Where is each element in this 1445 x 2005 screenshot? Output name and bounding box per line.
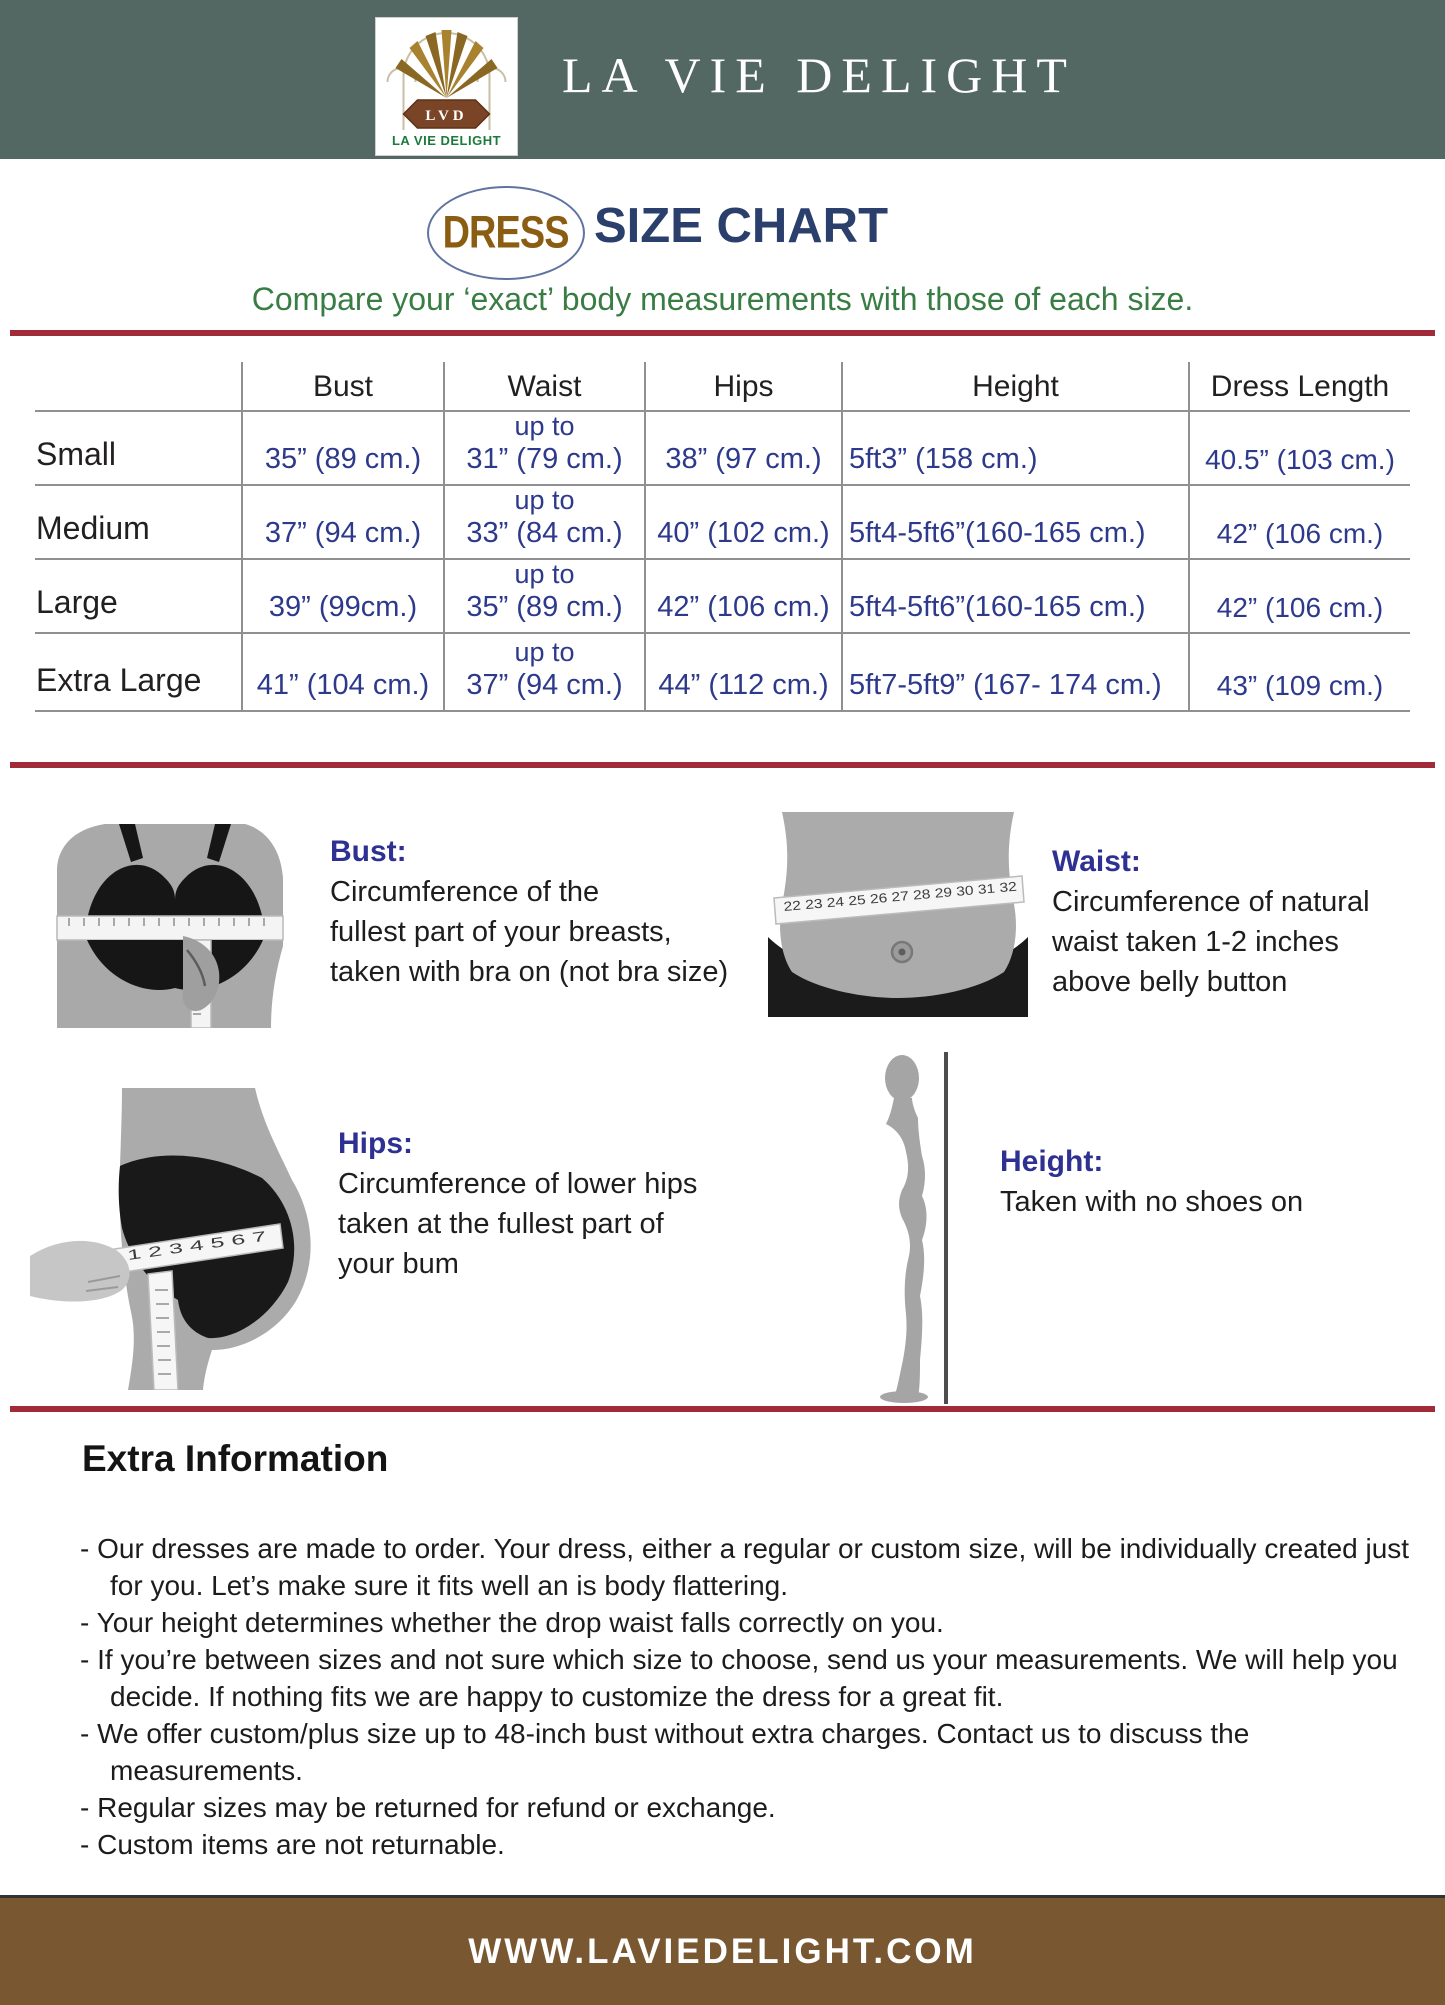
waist-value: 35” (89 cm.) — [466, 591, 623, 623]
brand-wordmark: LA VIE DELIGHT — [562, 47, 1076, 103]
dress-badge — [427, 186, 585, 280]
medium-height: 5ft4-5ft6”(160-165 cm.) — [843, 486, 1190, 560]
page-subtitle: Compare your ‘exact’ body measurements with those of each size. — [251, 281, 1194, 317]
guide-text: waist taken 1-2 inches — [1052, 926, 1339, 958]
col-header-waist: Waist — [445, 362, 646, 412]
corner-cell — [35, 362, 243, 412]
medium-waist — [445, 486, 646, 560]
extra-information-list — [80, 1530, 1425, 1863]
bust-guide — [330, 832, 728, 992]
brand-logo — [375, 17, 518, 156]
height-figure-illustration — [858, 1052, 958, 1404]
bust-label: Bust: — [330, 835, 407, 868]
small-waist — [445, 412, 646, 486]
info-bullet: - Regular sizes may be returned for refund or exchange. — [80, 1792, 776, 1823]
small-bust: 35” (89 cm.) — [243, 412, 445, 486]
extra-large-height: 5ft7-5ft9” (167- 174 cm.) — [843, 634, 1190, 712]
fan-icon — [396, 30, 498, 98]
extra-large-bust: 41” (104 cm.) — [243, 634, 445, 712]
row-label-medium: Medium — [35, 486, 243, 560]
col-header-dress-length: Dress Length — [1190, 362, 1410, 412]
guide-text: taken with bra on (not bra size) — [330, 956, 729, 988]
guide-text: Taken with no shoes on — [1000, 1186, 1304, 1218]
height-guide — [1000, 1142, 1303, 1222]
col-header-hips: Hips — [646, 362, 843, 412]
guide-text: Circumference of lower hips — [338, 1168, 698, 1200]
height-label: Height: — [1000, 1145, 1104, 1178]
waist-value: 31” (79 cm.) — [466, 443, 623, 475]
logo-monogram: LVD — [425, 108, 468, 124]
large-dress-length: 42” (106 cm.) — [1190, 560, 1410, 634]
medium-dress-length: 42” (106 cm.) — [1190, 486, 1410, 560]
logo-emblem-icon — [376, 18, 517, 136]
divider-line — [10, 762, 1435, 768]
large-hips: 42” (106 cm.) — [646, 560, 843, 634]
extra-large-hips: 44” (112 cm.) — [646, 634, 843, 712]
hips-tape-numbers: 1 2 3 4 5 6 7 — [126, 1236, 206, 1263]
guide-text: Circumference of the — [330, 876, 600, 908]
row-label-small: Small — [35, 412, 243, 486]
info-bullet: - Custom items are not returnable. — [80, 1829, 505, 1860]
waist-note: up to — [514, 411, 575, 441]
info-bullet: - If you’re between sizes and not sure which size to choose, send us your measurements. We will help you decide. If nothing fits we are happy to customize the dress for a great fit. — [80, 1644, 1398, 1712]
col-header-height: Height — [843, 362, 1190, 412]
medium-bust: 37” (94 cm.) — [243, 486, 445, 560]
waist-value: 37” (94 cm.) — [466, 669, 623, 701]
guide-text: taken at the fullest part of — [338, 1208, 664, 1240]
extra-information-heading: Extra Information — [82, 1438, 389, 1479]
size-table — [35, 362, 1410, 712]
small-dress-length: 40.5” (103 cm.) — [1190, 412, 1410, 486]
extra-large-dress-length: 43” (109 cm.) — [1190, 634, 1410, 712]
row-label-extra-large: Extra Large — [35, 634, 243, 712]
info-bullet: - Our dresses are made to order. Your dress, either a regular or custom size, will be individually created just for you. Let’s make sure it fits well an is body flattering. — [80, 1533, 1410, 1601]
waist-guide — [1052, 842, 1370, 1002]
waist-note: up to — [514, 559, 575, 589]
hips-label: Hips: — [338, 1127, 413, 1160]
guide-text: your bum — [338, 1248, 459, 1280]
waist-note: up to — [514, 485, 575, 515]
waist-tape-numbers: 22 23 24 25 26 27 28 29 30 31 32 — [782, 882, 979, 914]
divider-line — [10, 1406, 1435, 1412]
waist-value: 33” (84 cm.) — [466, 517, 623, 549]
info-bullet: - We offer custom/plus size up to 48-inch bust without extra charges. Contact us to discuss the measurements. — [80, 1718, 1250, 1786]
dress-badge-label: DRESS — [443, 207, 569, 258]
small-height: 5ft3” (158 cm.) — [843, 412, 1190, 486]
small-hips: 38” (97 cm.) — [646, 412, 843, 486]
waist-measure-illustration — [762, 812, 1034, 1017]
logo-name: LA VIE DELIGHT — [391, 133, 502, 148]
hips-guide — [338, 1124, 697, 1284]
header-banner — [0, 0, 1445, 159]
waist-label: Waist: — [1052, 845, 1141, 878]
website-url: WWW.LAVIEDELIGHT.COM — [468, 1931, 977, 1971]
bust-measure-illustration — [35, 816, 315, 1028]
large-waist — [445, 560, 646, 634]
row-label-large: Large — [35, 560, 243, 634]
large-height: 5ft4-5ft6”(160-165 cm.) — [843, 560, 1190, 634]
footer-bar — [0, 1895, 1445, 2005]
waist-note: up to — [514, 637, 575, 667]
extra-large-waist — [445, 634, 646, 712]
hips-measure-illustration — [30, 1088, 335, 1390]
guide-text: fullest part of your breasts, — [330, 916, 672, 948]
large-bust: 39” (99cm.) — [243, 560, 445, 634]
page-title: SIZE CHART — [594, 199, 888, 253]
col-header-bust: Bust — [243, 362, 445, 412]
guide-text: Circumference of natural — [1052, 886, 1370, 918]
medium-hips: 40” (102 cm.) — [646, 486, 843, 560]
guide-text: above belly button — [1052, 966, 1288, 998]
divider-line — [10, 330, 1435, 336]
height-measure-line — [944, 1052, 948, 1404]
info-bullet: - Your height determines whether the drop waist falls correctly on you. — [80, 1607, 944, 1638]
